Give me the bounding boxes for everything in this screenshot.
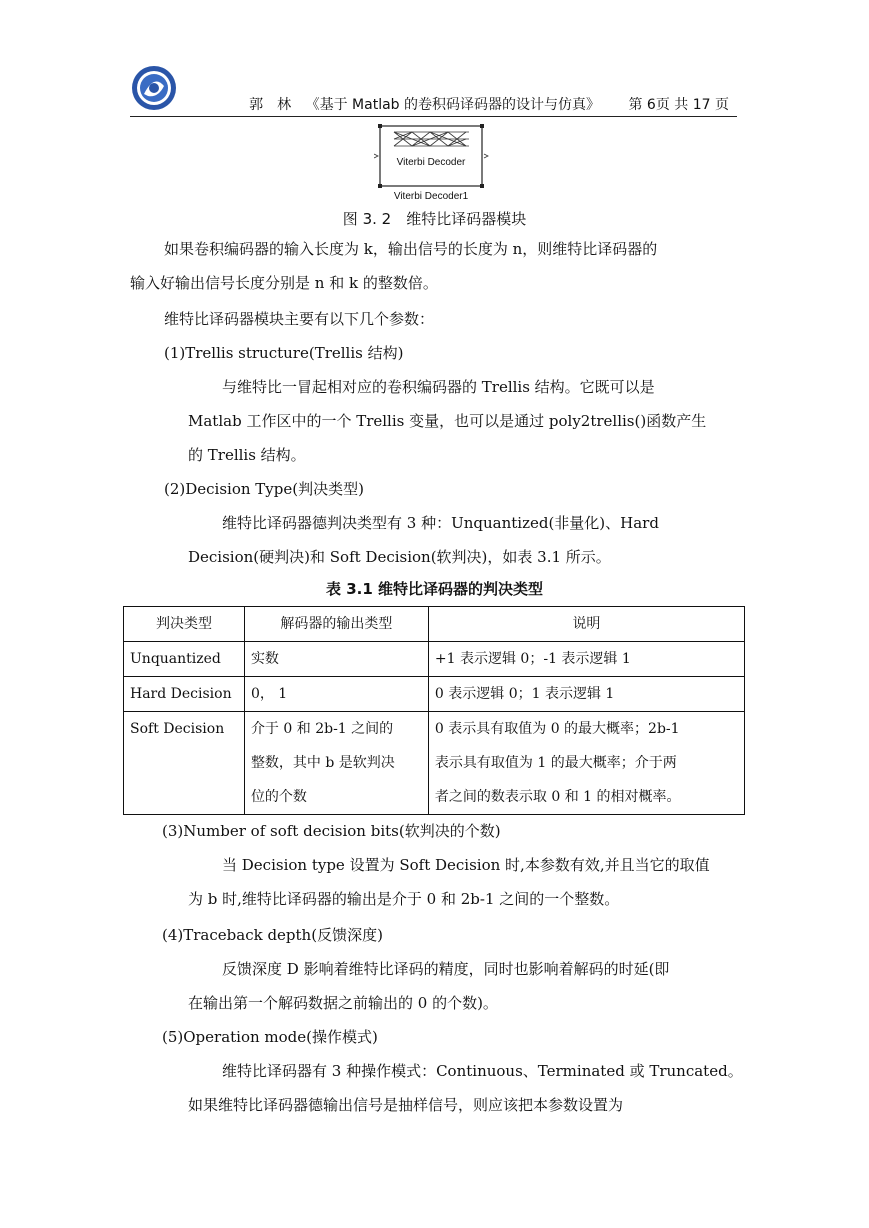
paragraph-line: 如果维特比译码器德输出信号是抽样信号，则应该把本参数设置为 <box>188 1096 624 1114</box>
cell-line: 0 表示具有取值为 0 的最大概率；2b-1 <box>434 721 680 737</box>
cell-line: 介于 0 和 2b-1 之间的 <box>250 721 394 737</box>
paragraph-line: Matlab 工作区中的一个 Trellis 变量，也可以是通过 poly2trellis()函数产生 <box>188 412 707 430</box>
paragraph-line: 维特比译码器德判决类型有 3 种：Unquantized(非量化)、Hard <box>222 514 659 532</box>
paragraph-line: 与维特比一冒起相对应的卷积编码器的 Trellis 结构。它既可以是 <box>222 378 655 396</box>
section-heading: (2)Decision Type(判决类型) <box>164 480 364 498</box>
table-cell: Unquantized <box>124 642 245 677</box>
header-author: 郭 林 <box>249 97 292 113</box>
section-heading: (4)Traceback depth(反馈深度) <box>162 926 383 944</box>
page-header <box>130 64 737 117</box>
paragraph-line: Decision(硬判决)和 Soft Decision(软判决)，如表 3.1 所示。 <box>188 548 611 566</box>
cell-line: 整数，其中 b 是软判决 <box>250 755 395 771</box>
paragraph-line: 在输出第一个解码数据之前输出的 0 的个数)。 <box>188 994 498 1012</box>
cell-line: 表示具有取值为 1 的最大概率；介于两 <box>434 755 677 771</box>
figure-caption: 图 3. 2 维特比译码器模块 <box>342 210 527 228</box>
paragraph-line: 反馈深度 D 影响着维特比译码的精度，同时也影响着解码的时延(即 <box>222 960 670 978</box>
header-page: 第 6页 共 17 页 <box>628 97 729 113</box>
table-title: 表 3.1 维特比译码器的判决类型 <box>325 580 544 598</box>
table-header-cell: 解码器的输出类型 <box>244 607 428 642</box>
paragraph-line: 为 b 时,维特比译码器的输出是介于 0 和 2b-1 之间的一个整数。 <box>188 890 620 908</box>
block-name: Viterbi Decoder1 <box>393 191 469 202</box>
section-heading: (1)Trellis structure(Trellis 结构) <box>164 344 404 362</box>
table-header-row <box>124 607 745 642</box>
paragraph-line: 当 Decision type 设置为 Soft Decision 时,本参数有效,并且当它的取值 <box>222 856 710 874</box>
paragraph-line: 的 Trellis 结构。 <box>188 446 306 464</box>
table-cell <box>244 712 428 815</box>
paragraph-line: 维特比译码器有 3 种操作模式：Continuous、Terminated 或 Truncated。 <box>222 1062 743 1080</box>
table-row <box>124 677 745 712</box>
decision-type-table <box>123 606 745 815</box>
table-header-cell: 判决类型 <box>124 607 245 642</box>
paragraph-line: 输入好输出信号长度分别是 n 和 k 的整数倍。 <box>130 274 438 292</box>
paragraph-line: 如果卷积编码器的输入长度为 k，输出信号的长度为 n，则维特比译码器的 <box>164 240 658 258</box>
table-cell: 0 表示逻辑 0；1 表示逻辑 1 <box>428 677 744 712</box>
viterbi-decoder-block-figure <box>374 122 490 202</box>
table-cell: 0， 1 <box>244 677 428 712</box>
section-heading: (3)Number of soft decision bits(软判决的个数) <box>162 822 501 840</box>
table-row <box>124 642 745 677</box>
table-cell: Soft Decision <box>124 712 245 815</box>
section-heading: (5)Operation mode(操作模式) <box>162 1028 378 1046</box>
table-header-cell: 说明 <box>428 607 744 642</box>
table-cell: 实数 <box>244 642 428 677</box>
table-cell: Hard Decision <box>124 677 245 712</box>
header-title: 《基于 Matlab 的卷积码译码器的设计与仿真》 <box>305 97 601 113</box>
table-row <box>124 712 745 815</box>
table-cell: +1 表示逻辑 0；-1 表示逻辑 1 <box>428 642 744 677</box>
table-cell <box>428 712 744 815</box>
header-text <box>239 94 729 114</box>
cell-line: 者之间的数表示取 0 和 1 的相对概率。 <box>434 789 681 805</box>
paragraph-line: 维特比译码器模块主要有以下几个参数： <box>164 310 435 328</box>
cell-line: 位的个数 <box>250 789 307 805</box>
block-label: Viterbi Decoder <box>396 157 466 168</box>
university-logo-icon <box>130 64 178 112</box>
